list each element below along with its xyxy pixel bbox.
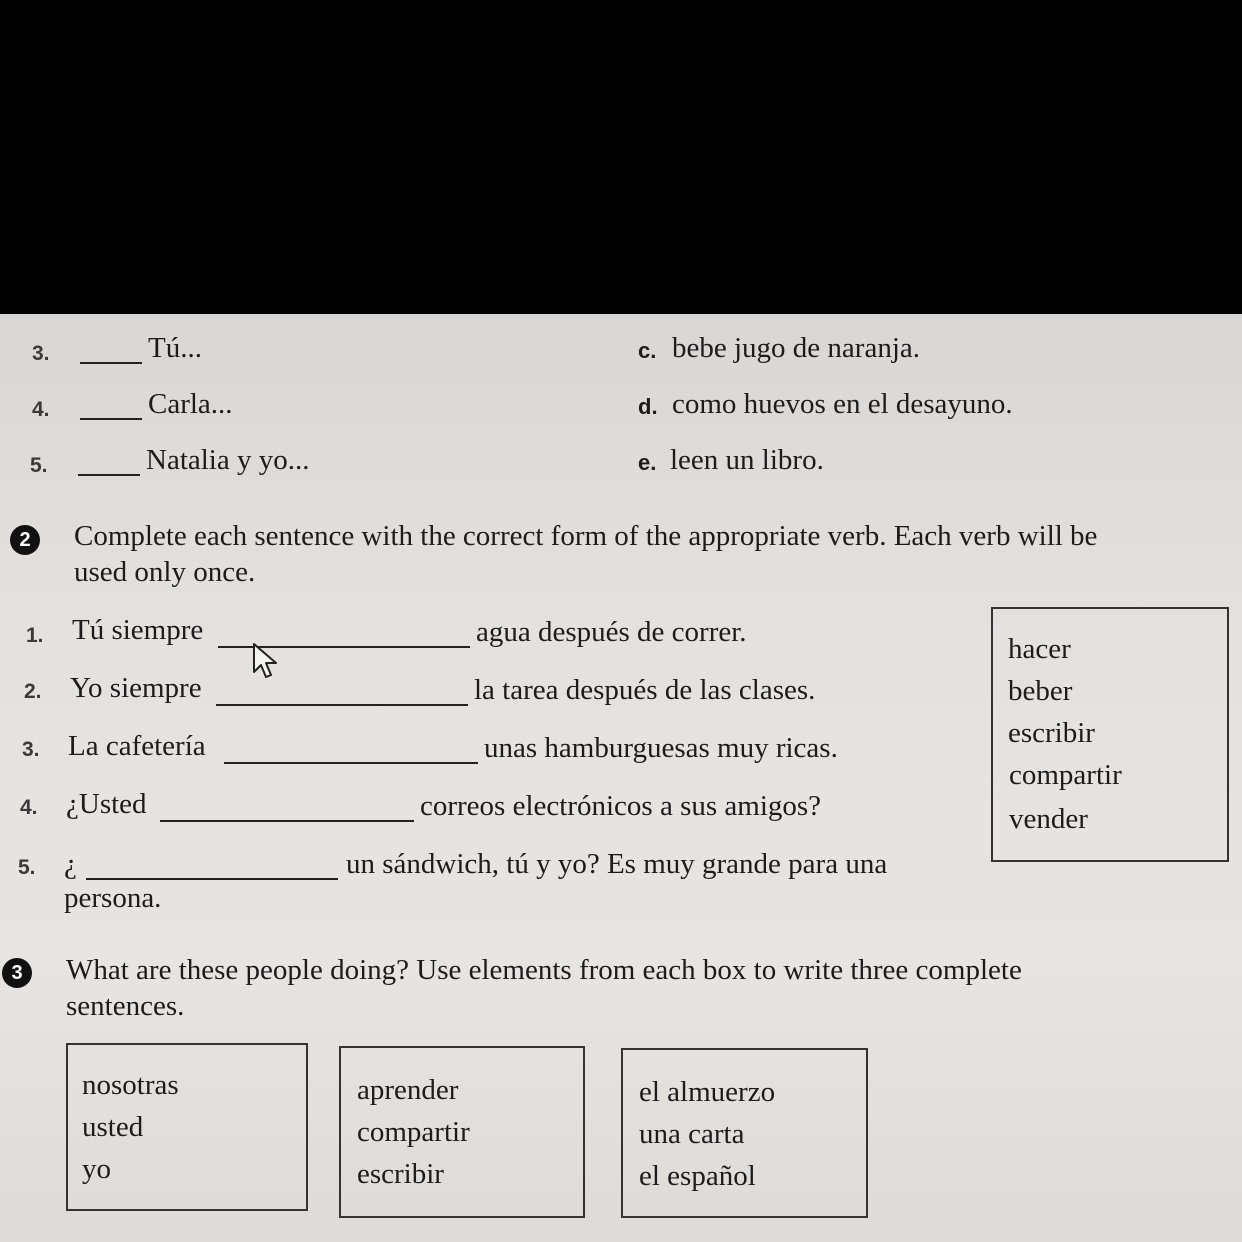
exercise-badge: 3 <box>2 958 32 988</box>
answer-blank[interactable] <box>86 878 338 880</box>
item-number: 1. <box>26 624 44 647</box>
object-option: una carta <box>639 1118 745 1150</box>
item-number: 4. <box>20 796 38 819</box>
sentence-end: la tarea después de las clases. <box>474 674 816 706</box>
instructions-line: Complete each sentence with the correct form of the appropriate verb. Each verb will be <box>74 520 1098 552</box>
exercise-badge: 2 <box>10 525 40 555</box>
option-text: como huevos en el desayuno. <box>672 388 1013 420</box>
item-number: 5. <box>30 454 48 477</box>
sentence-start: Tú siempre <box>72 614 204 646</box>
sentence-end: unas hamburguesas muy ricas. <box>484 732 838 764</box>
answer-blank[interactable] <box>216 704 468 706</box>
verb-option: aprender <box>357 1074 459 1106</box>
instructions-line: What are these people doing? Use elements from each box to write three complete <box>66 954 1022 986</box>
item-number: 3. <box>32 342 50 365</box>
verb-option: escribir <box>357 1158 444 1190</box>
subject-text: Natalia y yo... <box>146 444 310 476</box>
answer-blank[interactable] <box>80 418 142 420</box>
subjects-box <box>66 1043 308 1211</box>
subject-option: yo <box>82 1153 111 1185</box>
sentence-continuation: persona. <box>64 882 162 914</box>
answer-blank[interactable] <box>80 362 142 364</box>
mouse-pointer-icon <box>252 642 282 682</box>
verb-bank-box <box>991 607 1229 862</box>
item-number: 5. <box>18 856 36 879</box>
subject-option: nosotras <box>82 1069 179 1101</box>
option-text: leen un libro. <box>670 444 824 476</box>
subject-option: usted <box>82 1111 144 1143</box>
answer-blank[interactable] <box>160 820 414 822</box>
verb-option: hacer <box>1008 633 1071 665</box>
verb-option: vender <box>1009 803 1088 835</box>
object-option: el almuerzo <box>639 1076 776 1108</box>
item-number: 2. <box>24 680 42 703</box>
verb-option: compartir <box>357 1116 470 1148</box>
sentence-start: ¿ <box>64 848 77 880</box>
sentence-end: agua después de correr. <box>476 616 747 648</box>
instructions-line: sentences. <box>66 990 185 1022</box>
option-letter: c. <box>638 338 657 363</box>
sentence-start: ¿Usted <box>66 788 147 820</box>
verbs-box <box>339 1046 585 1218</box>
object-option: el español <box>639 1160 756 1192</box>
worksheet-page <box>0 314 1242 1242</box>
sentence-end: un sándwich, tú y yo? Es muy grande para una <box>346 848 888 880</box>
sentence-start: La cafetería <box>68 730 206 762</box>
option-letter: e. <box>638 450 657 475</box>
subject-text: Tú... <box>148 332 202 364</box>
option-letter: d. <box>638 394 658 419</box>
answer-blank[interactable] <box>78 474 140 476</box>
verb-option: escribir <box>1008 717 1095 749</box>
item-number: 3. <box>22 738 40 761</box>
instructions-line: used only once. <box>74 556 256 588</box>
option-text: bebe jugo de naranja. <box>672 332 921 364</box>
subject-text: Carla... <box>148 388 233 420</box>
verb-option: compartir <box>1009 759 1122 791</box>
verb-option: beber <box>1008 675 1073 707</box>
answer-blank[interactable] <box>224 762 478 764</box>
item-number: 4. <box>32 398 50 421</box>
sentence-start: Yo siempre <box>70 672 202 704</box>
photo-dark-background <box>0 0 1242 314</box>
objects-box <box>621 1048 868 1218</box>
sentence-end: correos electrónicos a sus amigos? <box>420 790 822 822</box>
